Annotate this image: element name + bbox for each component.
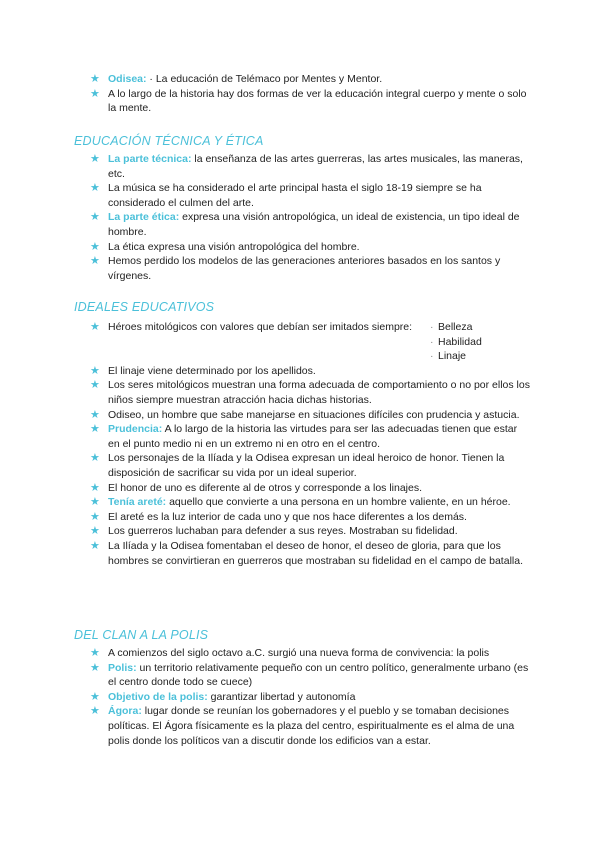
- star-bullet-icon: ★: [90, 364, 100, 377]
- star-bullet-icon: ★: [90, 321, 100, 333]
- star-bullet-icon: ★: [90, 690, 100, 703]
- star-bullet-icon: ★: [90, 379, 100, 392]
- star-bullet-icon: ★: [90, 496, 100, 509]
- list-item: ★ Polis: un territorio relativamente pequeño con un centro político, generalmente urbano (es el centro donde todo se cuece): [90, 661, 529, 689]
- list-item: ★ A lo largo de la historia hay dos formas de ver la educación integral cuerpo y mente o solo la mente.: [90, 87, 527, 115]
- star-bullet-icon: ★: [90, 211, 100, 224]
- section-list: [90, 152, 530, 283]
- hero-values-list: [430, 320, 482, 364]
- star-bullet-icon: ★: [90, 525, 100, 538]
- list-item: ★ Odisea: · La educación de Telémaco por Mentes y Mentor.: [90, 73, 383, 85]
- list-item: ★ La música se ha considerado el arte principal hasta el siglo 18-19 siempre se ha considerado el culmen del arte.: [90, 182, 482, 209]
- list-item: ★ Hemos perdido los modelos de las generaciones anteriores basados en los santos y vírgenes.: [90, 255, 501, 282]
- section-list: [90, 646, 530, 748]
- star-bullet-icon: ★: [90, 647, 100, 659]
- hero-value-item: · Habilidad: [430, 335, 482, 350]
- star-bullet-icon: ★: [90, 182, 100, 195]
- list-item: ★ El areté es la luz interior de cada uno y que nos hace diferentes a los demás.: [90, 510, 467, 523]
- list-item: ★ La parte técnica: la enseñanza de las artes guerreras, las artes musicales, las maneras, etc.: [90, 153, 523, 180]
- list-item: ★ Los seres mitológicos muestran una forma adecuada de comportamiento o no por ellos los niños siempre muestran atracción hacia dichas historias.: [90, 379, 530, 406]
- star-bullet-icon: ★: [90, 539, 100, 552]
- hero-value-item: · Belleza: [430, 320, 482, 335]
- list-item: ★ A comienzos del siglo octavo a.C. surgió una nueva forma de convivencia: la polis: [90, 647, 490, 659]
- list-item: ★ La Ilíada y la Odisea fomentaban el deseo de honor, el deseo de gloria, para que los hombres se convirtieran en guerreros que mostraban su fidelidad en el campo de batalla.: [90, 539, 523, 567]
- star-bullet-icon: ★: [90, 255, 100, 268]
- star-bullet-icon: ★: [90, 240, 100, 253]
- list-item: ★ El linaje viene determinado por los apellidos.: [90, 364, 316, 377]
- list-item: ★ Los guerreros luchaban para defender a sus reyes. Mostraban su fidelidad.: [90, 525, 458, 538]
- section-heading: EDUCACIÓN TÉCNICA Y ÉTICA: [74, 134, 264, 148]
- star-bullet-icon: ★: [90, 661, 100, 674]
- star-bullet-icon: ★: [90, 705, 100, 718]
- list-item: ★ La ética expresa una visión antropológica del hombre.: [90, 240, 360, 253]
- list-item: ★ Tenía areté: aquello que convierte a una persona en un hombre valiente, en un héroe.: [90, 496, 511, 509]
- list-item: ★ Objetivo de la polis: garantizar libertad y autonomía: [90, 690, 356, 703]
- star-bullet-icon: ★: [90, 481, 100, 494]
- list-item: ★ Prudencia: A lo largo de la historia las virtudes para ser las adecuadas tienen que estar en el punto medio ni en un extremo ni en otro en el centro.: [90, 423, 518, 450]
- star-bullet-icon: ★: [90, 408, 100, 421]
- list-item: ★ Ágora: lugar donde se reunían los gobernadores y el pueblo y se tomaban decisiones políticas. El Ágora físicamente es la plaza del centro, espiritualmente es el alma de una polis donde los políticos van a discutir donde los edificios van a estar.: [90, 705, 515, 747]
- list-item: ★ La parte ética: expresa una visión antropológica, un ideal de existencia, un tipo ideal de hombre.: [90, 211, 520, 238]
- list-item: ★ Odiseo, un hombre que sabe manejarse en situaciones difíciles con prudencia y astucia.: [90, 408, 520, 421]
- section-heading: DEL CLAN A LA POLIS: [74, 628, 209, 642]
- star-bullet-icon: ★: [90, 153, 100, 165]
- star-bullet-icon: ★: [90, 452, 100, 465]
- list-item: ★ Héroes mitológicos con valores que debían ser imitados siempre:: [90, 321, 413, 333]
- hero-value-item: · Linaje: [430, 349, 482, 364]
- star-bullet-icon: ★: [90, 73, 100, 85]
- section-heading: IDEALES EDUCATIVOS: [74, 300, 215, 314]
- star-bullet-icon: ★: [90, 510, 100, 523]
- intro-list: [90, 72, 530, 116]
- list-item: ★ El honor de uno es diferente al de otros y corresponde a los linajes.: [90, 481, 423, 494]
- list-item: ★ Los personajes de la Ilíada y la Odisea expresan un ideal heroico de honor. Tienen la disposición de sacrificar su vida por un ideal superior.: [90, 452, 505, 479]
- star-bullet-icon: ★: [90, 423, 100, 436]
- star-bullet-icon: ★: [90, 87, 100, 100]
